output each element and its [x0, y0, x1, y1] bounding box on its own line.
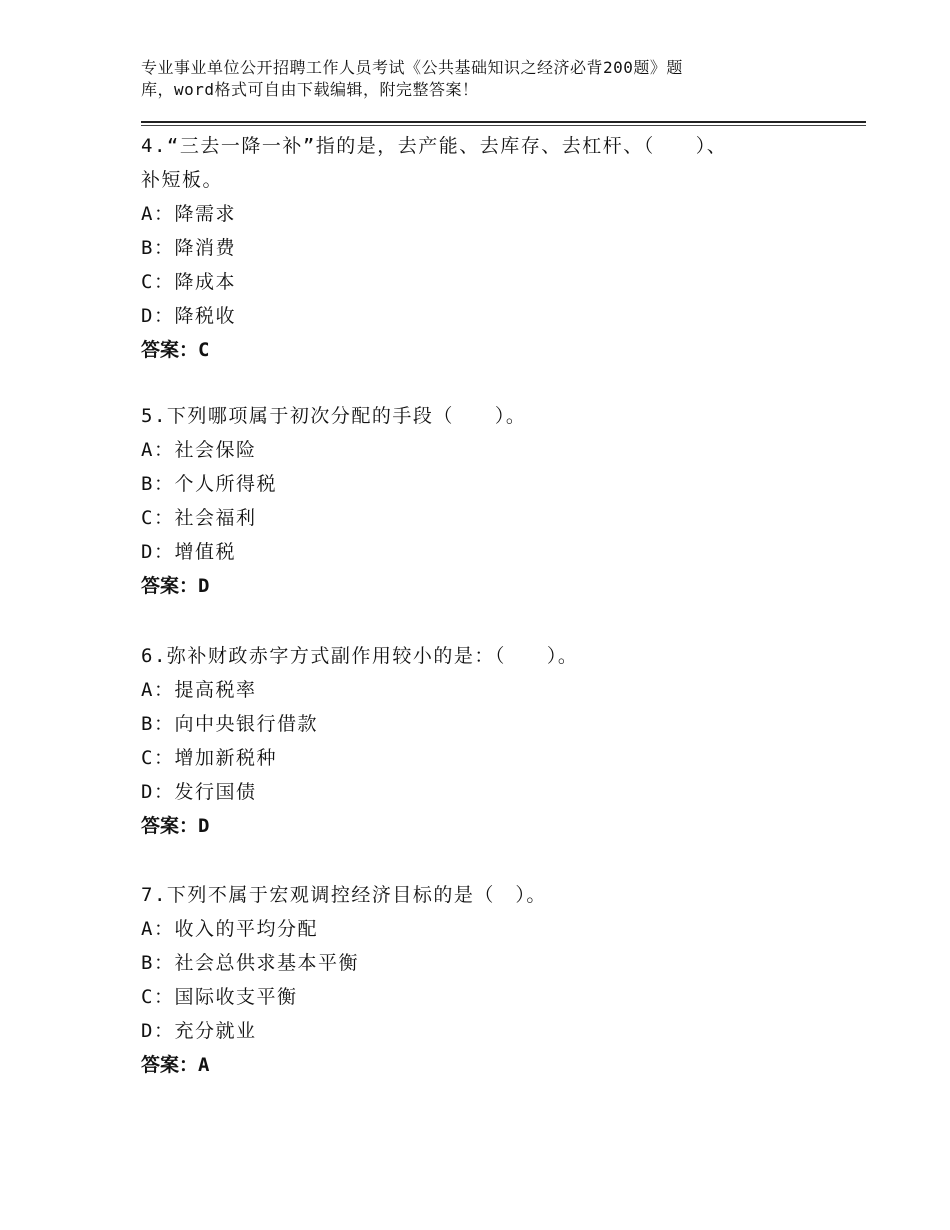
option-a: A：收入的平均分配 [141, 918, 318, 940]
header-divider-thick [141, 121, 866, 123]
question-stem: 5.下列哪项属于初次分配的手段（ ）。 [141, 405, 527, 427]
option-a: A：社会保险 [141, 439, 257, 461]
option-c: C：降成本 [141, 271, 236, 293]
option-d: D：充分就业 [141, 1020, 257, 1042]
option-c: C：国际收支平衡 [141, 986, 298, 1008]
answer: 答案：D [141, 815, 210, 837]
option-a: A：降需求 [141, 203, 236, 225]
option-d: D：增值税 [141, 541, 236, 563]
document-header [141, 57, 781, 101]
option-b: B：降消费 [141, 237, 236, 259]
option-d: D：发行国债 [141, 781, 257, 803]
question-7 [141, 878, 841, 1082]
header-divider-thin [141, 125, 866, 126]
header-line-2: 库，word格式可自由下载编辑，附完整答案！ [141, 80, 479, 99]
question-stem: 4.“三去一降一补”指的是，去产能、去库存、去杠杆、（ ）、 [141, 135, 728, 157]
question-5 [141, 399, 841, 603]
option-b: B：社会总供求基本平衡 [141, 952, 359, 974]
header-line-1: 专业事业单位公开招聘工作人员考试《公共基础知识之经济必背200题》题 [141, 58, 683, 77]
question-6 [141, 639, 841, 843]
option-c: C：增加新税种 [141, 747, 277, 769]
answer: 答案：D [141, 575, 210, 597]
question-4 [141, 129, 841, 367]
answer: 答案：A [141, 1054, 210, 1076]
question-stem: 6.弥补财政赤字方式副作用较小的是：（ ）。 [141, 645, 579, 667]
question-stem: 7.下列不属于宏观调控经济目标的是（ ）。 [141, 884, 547, 906]
option-c: C：社会福利 [141, 507, 257, 529]
answer: 答案：C [141, 339, 210, 361]
option-a: A：提高税率 [141, 679, 257, 701]
option-b: B：向中央银行借款 [141, 713, 318, 735]
option-d: D：降税收 [141, 305, 236, 327]
option-b: B：个人所得税 [141, 473, 277, 495]
question-stem-continued: 补短板。 [141, 169, 224, 191]
